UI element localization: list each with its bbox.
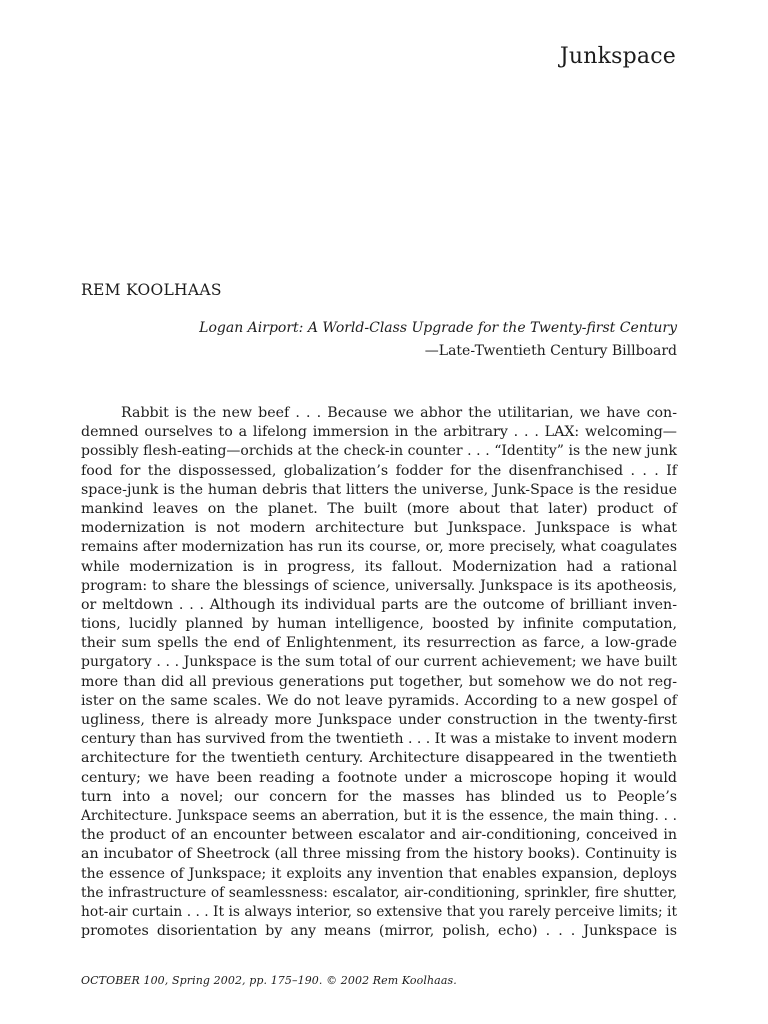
body-line: hot-air curtain . . . It is always interior, so extensive that you rarely perceive limits; it — [81, 903, 677, 920]
body-line: tions, lucidly planned by human intelligence, boosted by infinite computation, — [81, 616, 677, 633]
running-title: Junkspace — [559, 44, 676, 69]
body-line: demned ourselves to a lifelong immersion in the arbitrary . . . LAX: welcoming— — [81, 424, 677, 441]
body-line: ister on the same scales. We do not leave pyramids. According to a new gospel of — [81, 692, 677, 709]
body-line: Rabbit is the new beef . . . Because we abhor the utilitarian, we have con- — [121, 405, 677, 421]
body-line: more than did all previous generations put together, but somehow we do not reg- — [81, 673, 677, 690]
citation-footer: OCTOBER 100, Spring 2002, pp. 175–190. © 2002 Rem Koolhaas. — [81, 974, 457, 987]
body-line: remains after modernization has run its course, or, more precisely, what coagulates — [81, 539, 677, 556]
body-line: an incubator of Sheetrock (all three missing from the history books). Continuity is — [81, 846, 677, 863]
body-line: while modernization is in progress, its fallout. Modernization had a rational — [81, 558, 677, 575]
author-name: REM KOOLHAAS — [81, 281, 222, 299]
epigraph-attribution: —Late-Twentieth Century Billboard — [424, 343, 677, 359]
body-line: ugliness, there is already more Junkspace under construction in the twenty-first — [81, 712, 677, 728]
body-line: century; we have been reading a footnote under a microscope hoping it would — [81, 769, 677, 786]
body-line: century than has survived from the twentieth . . . It was a mistake to invent modern — [81, 731, 678, 748]
body-paragraph — [81, 404, 677, 941]
body-line: space-junk is the human debris that litters the universe, Junk-Space is the residue — [81, 481, 677, 498]
body-line: the infrastructure of seamlessness: escalator, air-conditioning, sprinkler, fire shutter, — [81, 884, 677, 901]
body-line: mankind leaves on the planet. The built (more about that later) product of — [81, 500, 677, 517]
body-line: Architecture. Junkspace seems an aberration, but it is the essence, the main thing. . . — [81, 807, 677, 824]
body-line: or meltdown . . . Although its individual parts are the outcome of brilliant inven- — [81, 596, 677, 613]
body-line: modernization is not modern architecture but Junkspace. Junkspace is what — [81, 520, 677, 537]
body-line: promotes disorientation by any means (mirror, polish, echo) . . . Junkspace is — [81, 923, 677, 940]
body-line: program: to share the blessings of science, universally. Junkspace is its apotheosis, — [81, 577, 677, 594]
epigraph — [199, 317, 677, 363]
body-line: the essence of Junkspace; it exploits any invention that enables expansion, deploys — [81, 865, 677, 882]
body-line: turn into a novel; our concern for the masses has blinded us to People’s — [81, 788, 677, 805]
epigraph-quote: Logan Airport: A World-Class Upgrade for the Twenty-first Century — [199, 320, 677, 336]
body-line: architecture for the twentieth century. Architecture disappeared in the twentieth — [81, 750, 677, 767]
body-line: their sum spells the end of Enlightenment, its resurrection as farce, a low-grade — [81, 635, 677, 652]
body-line: food for the dispossessed, globalization’s fodder for the disenfranchised . . . If — [81, 462, 677, 479]
body-line: purgatory . . . Junkspace is the sum total of our current achievement; we have built — [81, 654, 677, 671]
body-line: possibly flesh-eating—orchids at the check-in counter . . . “Identity” is the new junk — [81, 443, 677, 460]
body-line: the product of an encounter between escalator and air-conditioning, conceived in — [81, 827, 677, 844]
